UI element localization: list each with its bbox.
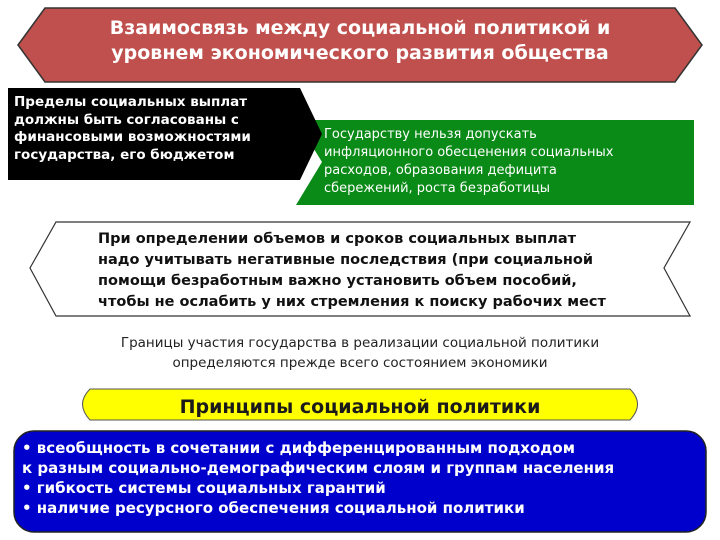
left-box-text bbox=[14, 94, 304, 164]
header-title-line1: Взаимосвязь между социальной политикой и bbox=[109, 17, 611, 39]
right-box-line: инфляционного обесценения социальных bbox=[324, 145, 614, 160]
middle-box-line: При определении объемов и сроков социальных выплат bbox=[98, 231, 577, 247]
left-box-line: Пределы социальных выплат bbox=[14, 94, 248, 110]
left-box-line: государства, его бюджетом bbox=[14, 146, 235, 163]
borders-note-line2: определяются прежде всего состоянием экономики bbox=[172, 354, 548, 371]
middle-box-text bbox=[98, 229, 658, 313]
right-box-line: расходов, образования дефицита bbox=[324, 163, 557, 178]
middle-box-line: помощи безработным важно установить объем пособий, bbox=[98, 273, 577, 289]
right-box-line: сбережений, роста безработицы bbox=[324, 181, 551, 196]
principles-list-item: • гибкость системы социальных гарантий bbox=[22, 479, 386, 497]
borders-note bbox=[60, 334, 660, 373]
principles-list-item: • всеобщность в сочетании с дифференцированным подходом bbox=[22, 439, 575, 457]
principles-list-item: к разным социально-демографическим слоям и группам населения bbox=[22, 459, 615, 477]
middle-box-line: надо учитывать негативные последствия (при социальной bbox=[98, 252, 593, 268]
principles-list-item: • наличие ресурсного обеспечения социальной политики bbox=[22, 499, 525, 517]
borders-note-line1: Границы участия государства в реализации социальной политики bbox=[120, 335, 600, 351]
left-box-line: финансовыми возможностями bbox=[14, 129, 251, 145]
header-title-line2: уровнем экономического развития общества bbox=[111, 42, 609, 64]
principles-title: Принципы социальной политики bbox=[179, 396, 541, 418]
middle-box-line: чтобы не ослабить у них стремления к поиску рабочих мест bbox=[98, 294, 606, 310]
right-box-text bbox=[324, 126, 680, 198]
left-box-line: должны быть согласованы с bbox=[14, 111, 239, 128]
principles-list bbox=[22, 438, 702, 518]
right-box-line: Государству нельзя допускать bbox=[324, 127, 537, 142]
header-title bbox=[60, 16, 660, 66]
